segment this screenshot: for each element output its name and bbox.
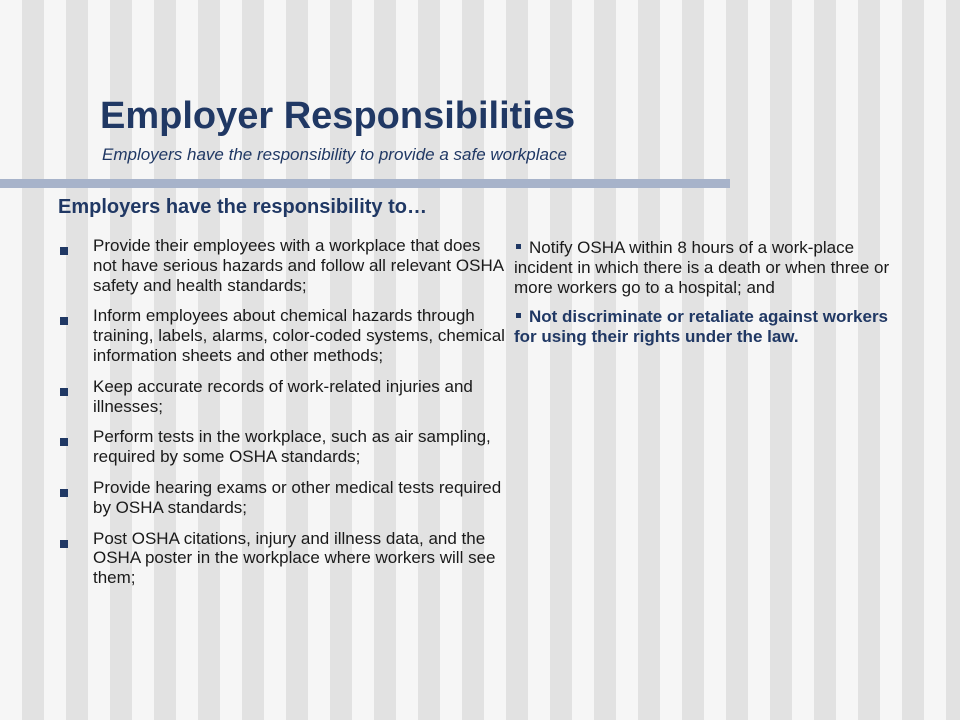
left-bullet-list	[60, 236, 506, 599]
list-item	[60, 377, 506, 417]
list-item-text: Provide hearing exams or other medical tests required by OSHA standards;	[93, 477, 502, 517]
right-bullet-list	[514, 238, 894, 357]
list-item-text: Notify OSHA within 8 hours of a work-place incident in which there is a death or when three or more workers go to a hospital; and	[514, 238, 890, 297]
list-item-emphasis	[514, 307, 894, 347]
list-item	[60, 478, 506, 518]
slide-subtitle: Employers have the responsibility to provide a safe workplace	[102, 145, 567, 164]
list-item-text: Keep accurate records of work-related injuries and illnesses;	[93, 376, 473, 416]
square-bullet-icon	[60, 317, 68, 325]
small-square-bullet-icon	[516, 313, 521, 318]
square-bullet-icon	[60, 489, 68, 497]
title-divider	[0, 179, 730, 188]
section-heading: Employers have the responsibility to…	[58, 196, 427, 218]
list-item-text: Not discriminate or retaliate against workers for using their rights under the law.	[514, 307, 889, 347]
square-bullet-icon	[60, 540, 68, 548]
list-item	[60, 306, 506, 365]
list-item	[60, 236, 506, 295]
square-bullet-icon	[60, 247, 68, 255]
square-bullet-icon	[60, 388, 68, 396]
list-item-text: Provide their employees with a workplace that does not have serious hazards and follow all relevant OSHA safety and health standards;	[93, 236, 504, 295]
list-item	[60, 529, 506, 588]
list-item	[514, 238, 894, 297]
square-bullet-icon	[60, 438, 68, 446]
list-item-text: Perform tests in the workplace, such as air sampling, required by some OSHA standards;	[93, 427, 491, 467]
slide-title: Employer Responsibilities	[100, 95, 576, 137]
list-item-text: Inform employees about chemical hazards through training, labels, alarms, color-coded systems, chemical information sheets and other methods;	[93, 306, 505, 365]
list-item	[60, 427, 506, 467]
list-item-text: Post OSHA citations, injury and illness data, and the OSHA poster in the workplace where workers will see them;	[93, 528, 496, 588]
small-square-bullet-icon	[516, 244, 521, 249]
